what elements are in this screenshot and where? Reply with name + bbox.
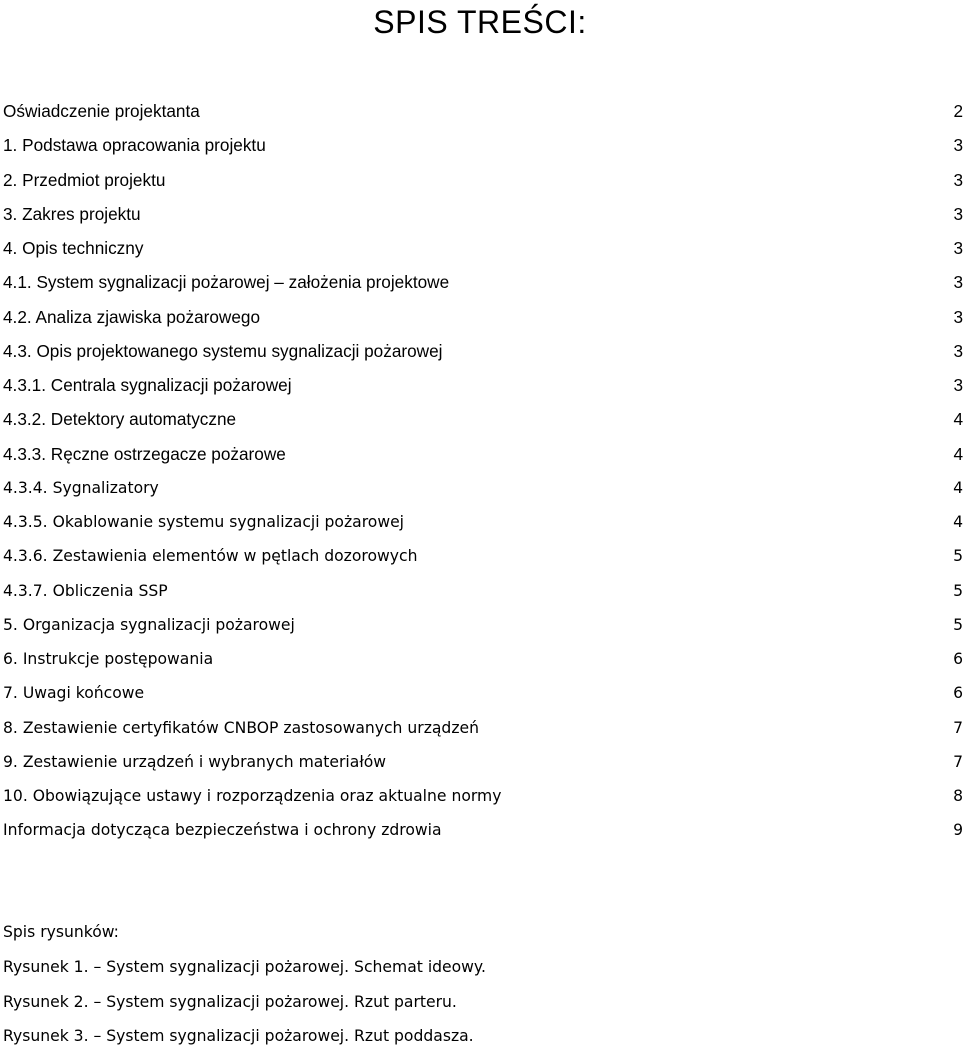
toc-dot-leader	[202, 116, 947, 117]
toc-entry[interactable]	[3, 94, 963, 128]
toc-dot-leader	[143, 219, 947, 220]
figures-heading: Spis rysunków:	[3, 923, 119, 941]
toc-entry-page-number: 5	[953, 547, 963, 566]
toc-entry-label: 4.3. Opis projektowanego systemu sygnalizacji pożarowej	[3, 340, 443, 361]
toc-entry-page-number: 7	[953, 752, 963, 771]
toc-dot-leader	[161, 492, 947, 493]
toc-entry[interactable]	[3, 231, 963, 265]
toc-entry-page-number: 3	[953, 135, 963, 156]
toc-entry-page-number: 6	[953, 684, 963, 703]
toc-entry-page-number: 4	[953, 478, 963, 497]
toc-entry[interactable]	[3, 711, 963, 745]
toc-entry-page-number: 9	[953, 821, 963, 840]
toc-dot-leader	[215, 663, 947, 664]
toc-dot-leader	[419, 560, 947, 561]
toc-dot-leader	[406, 526, 947, 527]
toc-entry[interactable]	[3, 745, 963, 779]
toc-dot-leader	[167, 185, 947, 186]
toc-entry-page-number: 5	[953, 581, 963, 600]
toc-entry[interactable]	[3, 471, 963, 505]
figure-list-item: Rysunek 1. – System sygnalizacji pożarowej. Schemat ideowy.	[3, 958, 486, 976]
toc-dot-leader	[388, 766, 947, 767]
figure-list-item: Rysunek 3. – System sygnalizacji pożarowej. Rzut poddasza.	[3, 1027, 474, 1045]
toc-entry[interactable]	[3, 539, 963, 573]
toc-entry-page-number: 3	[953, 238, 963, 258]
toc-entry[interactable]	[3, 813, 963, 847]
toc-entry-label: 4.3.2. Detektory automatyczne	[3, 409, 237, 430]
toc-entry-page-number: 3	[953, 306, 963, 327]
toc-entry-page-number: 4	[953, 513, 963, 531]
toc-entry[interactable]	[3, 402, 963, 436]
toc-entry-label: 7. Uwagi końcowe	[3, 684, 145, 703]
toc-entry[interactable]	[3, 574, 963, 608]
toc-entry[interactable]	[3, 128, 963, 162]
toc-entry-label: 1. Podstawa opracowania projektu	[3, 135, 266, 156]
toc-entry[interactable]	[3, 265, 963, 299]
toc-entry-label: 4.3.1. Centrala sygnalizacji pożarowej	[3, 375, 292, 395]
figures-list	[3, 950, 486, 1054]
toc-entry-page-number: 3	[953, 169, 963, 190]
toc-entry-label: Oświadczenie projektanta	[3, 101, 200, 121]
toc-entry-label: 3. Zakres projektu	[3, 203, 141, 224]
table-of-contents	[3, 94, 963, 848]
toc-entry-label: 4.3.4. Sygnalizatory	[3, 478, 159, 497]
toc-dot-leader	[444, 356, 947, 357]
toc-dot-leader	[170, 595, 947, 596]
toc-dot-leader	[503, 800, 947, 801]
toc-entry-page-number: 6	[953, 650, 963, 668]
toc-entry-page-number: 4	[953, 409, 963, 430]
toc-entry-label: 8. Zestawienie certyfikatów CNBOP zastosowanych urządzeń	[3, 718, 479, 737]
toc-entry-page-number: 3	[953, 203, 963, 224]
toc-entry-label: 4.1. System sygnalizacji pożarowej – założenia projektowe	[3, 272, 450, 293]
toc-entry[interactable]	[3, 779, 963, 813]
toc-dot-leader	[297, 629, 947, 630]
toc-dot-leader	[481, 732, 947, 733]
toc-entry-label: 6. Instrukcje postępowania	[3, 650, 214, 668]
page-title: SPIS TREŚCI:	[373, 4, 587, 40]
toc-dot-leader	[444, 834, 947, 835]
toc-dot-leader	[288, 459, 947, 460]
toc-dot-leader	[145, 253, 947, 254]
toc-entry-label: 9. Zestawienie urządzeń i wybranych materiałów	[3, 752, 387, 771]
toc-dot-leader	[268, 150, 947, 151]
toc-entry-label: 2. Przedmiot projektu	[3, 169, 166, 190]
toc-entry-label: 4.3.7. Obliczenia SSP	[3, 581, 168, 600]
toc-entry-page-number: 3	[953, 375, 963, 395]
toc-entry[interactable]	[3, 197, 963, 231]
toc-entry[interactable]	[3, 163, 963, 197]
toc-dot-leader	[262, 322, 947, 323]
toc-entry[interactable]	[3, 368, 963, 402]
toc-entry-label: 4.2. Analiza zjawiska pożarowego	[3, 306, 261, 327]
toc-entry-page-number: 3	[953, 272, 963, 293]
toc-entry-page-number: 2	[953, 101, 963, 121]
toc-dot-leader	[146, 697, 947, 698]
toc-dot-leader	[238, 424, 947, 425]
toc-entry[interactable]	[3, 608, 963, 642]
toc-entry-label: 5. Organizacja sygnalizacji pożarowej	[3, 615, 295, 634]
toc-entry-page-number: 7	[953, 718, 963, 737]
toc-entry[interactable]	[3, 437, 963, 471]
toc-entry-page-number: 3	[953, 340, 963, 361]
toc-entry-page-number: 8	[953, 787, 963, 805]
toc-dot-leader	[294, 390, 947, 391]
toc-dot-leader	[451, 287, 947, 288]
toc-entry-label: 4.3.6. Zestawienia elementów w pętlach dozorowych	[3, 547, 418, 566]
toc-entry-page-number: 4	[953, 443, 963, 464]
toc-entry-label: 4. Opis techniczny	[3, 238, 144, 258]
toc-entry-label: 4.3.3. Ręczne ostrzegacze pożarowe	[3, 443, 286, 464]
toc-entry-page-number: 5	[953, 615, 963, 634]
figure-list-item: Rysunek 2. – System sygnalizacji pożarowej. Rzut parteru.	[3, 992, 457, 1011]
toc-entry[interactable]	[3, 642, 963, 676]
toc-entry-label: 4.3.5. Okablowanie systemu sygnalizacji pożarowej	[3, 513, 404, 531]
toc-entry-label: Informacja dotycząca bezpieczeństwa i ochrony zdrowia	[3, 821, 442, 840]
toc-entry[interactable]	[3, 505, 963, 539]
toc-entry[interactable]	[3, 334, 963, 368]
toc-entry[interactable]	[3, 300, 963, 334]
toc-entry[interactable]	[3, 676, 963, 710]
toc-entry-label: 10. Obowiązujące ustawy i rozporządzenia oraz aktualne normy	[3, 787, 502, 805]
